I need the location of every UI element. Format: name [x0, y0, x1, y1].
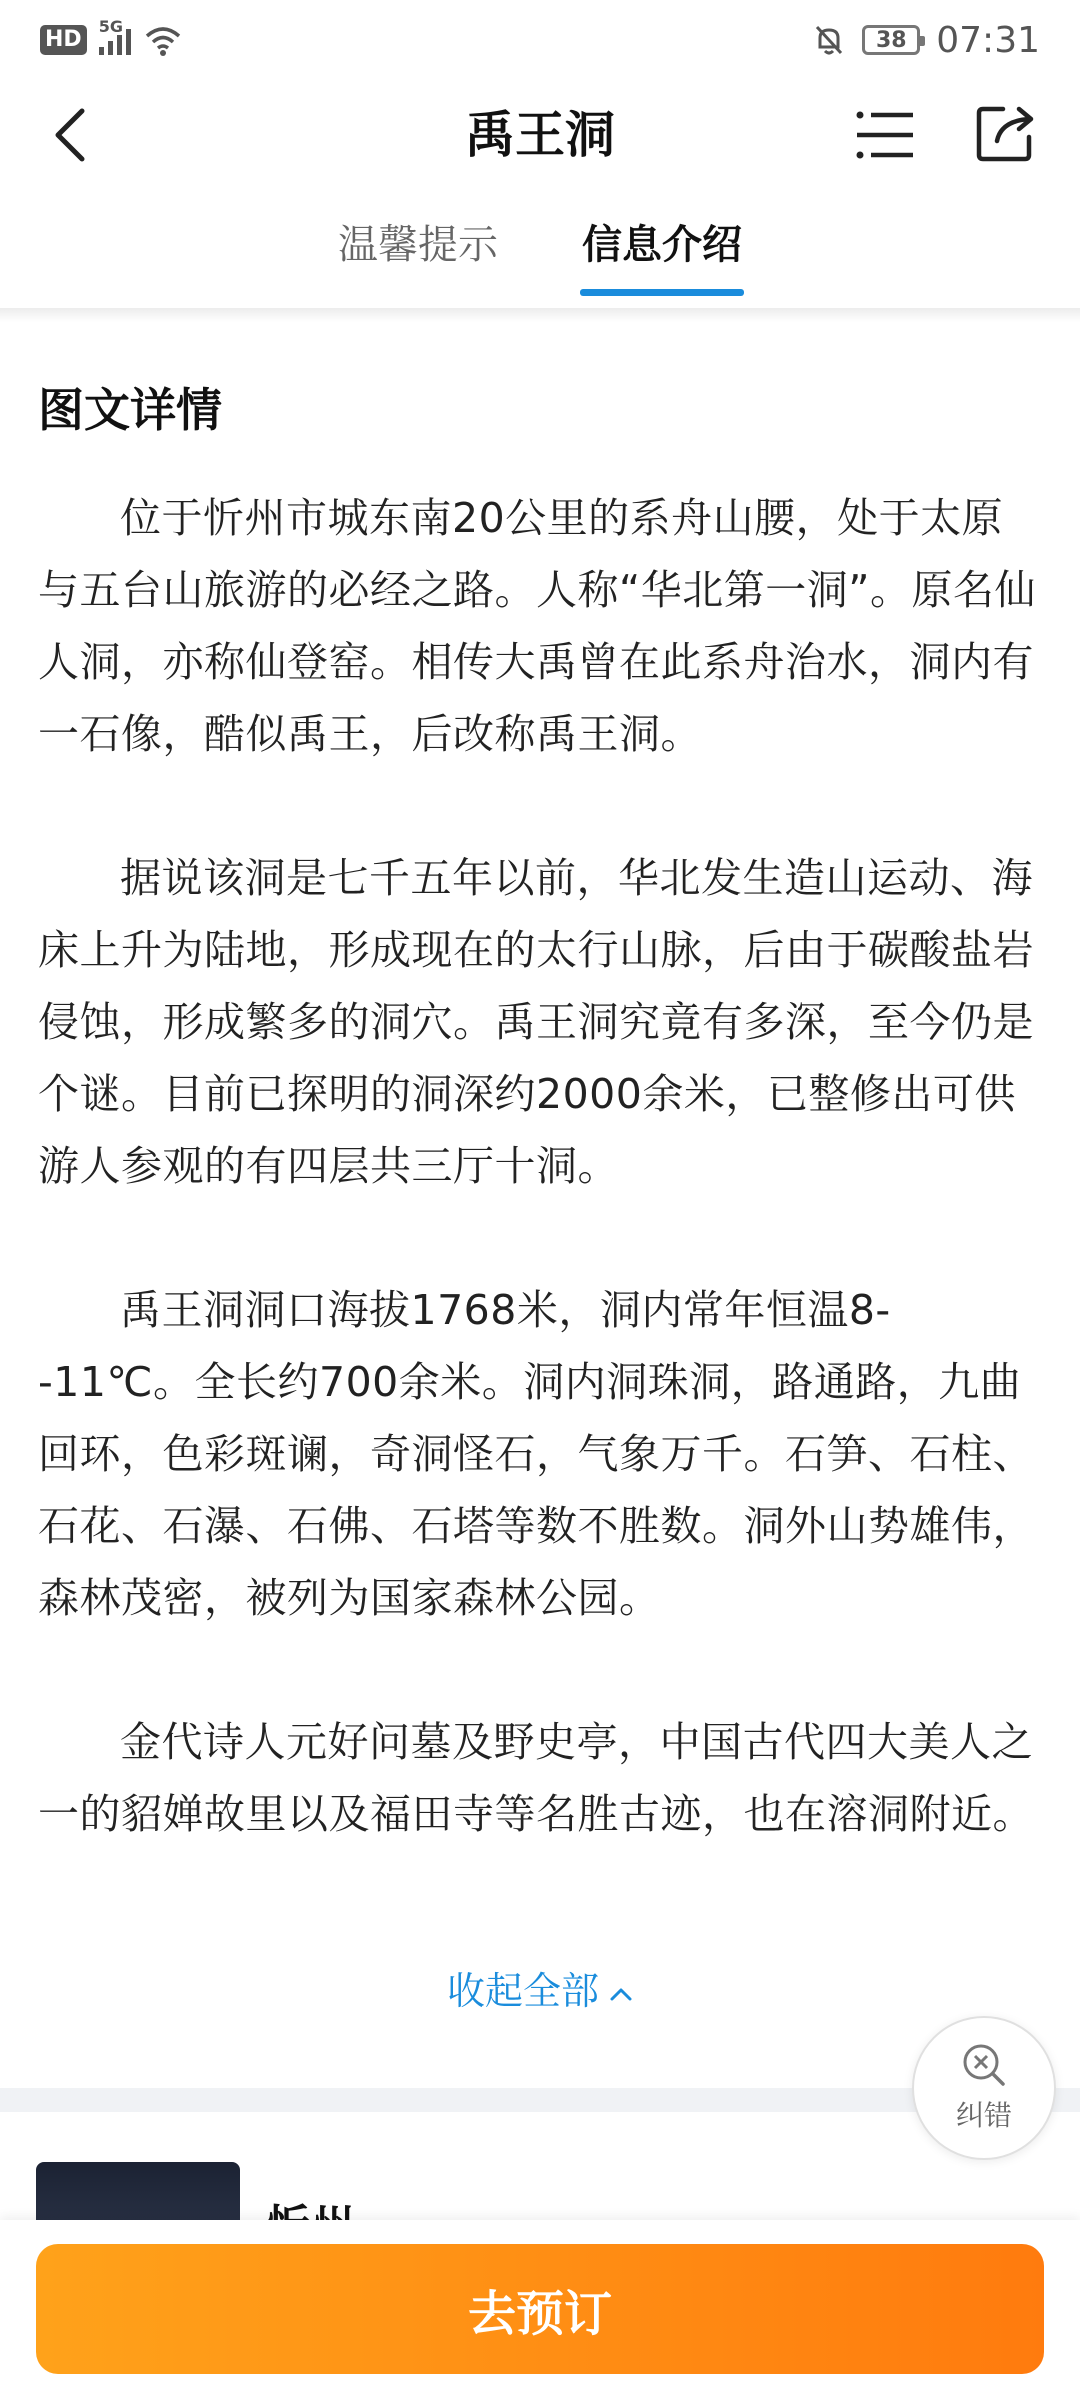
clock: 07:31	[936, 19, 1040, 61]
correction-button[interactable]	[912, 2016, 1056, 2160]
hd-badge: HD	[40, 25, 87, 55]
mute-bell-icon	[812, 23, 846, 57]
battery-level: 38	[875, 27, 907, 53]
tab-info[interactable]	[580, 200, 744, 296]
list-icon	[855, 109, 915, 161]
correction-label: 纠错	[955, 2099, 1012, 2132]
tab-label: 温馨提示	[338, 222, 498, 268]
tabs-divider	[0, 308, 1080, 322]
detail-section	[38, 380, 1042, 1850]
tab-label: 信息介绍	[582, 222, 742, 268]
wifi-icon	[143, 24, 183, 56]
collapse-all-link[interactable]	[0, 1960, 1080, 2015]
status-right	[812, 20, 1040, 61]
bottom-action-bar	[0, 2220, 1080, 2400]
menu-list-button[interactable]	[850, 100, 920, 170]
collapse-label: 收起全部	[446, 1969, 599, 2013]
book-button[interactable]: 去预订	[36, 2244, 1044, 2374]
network-type: 5G	[98, 17, 123, 36]
paragraph: 位于忻州市城东南20公里的系舟山腰，处于太原与五台山旅游的必经之路。人称“华北第一洞”。原名仙人洞，亦称仙登窑。相传大禹曾在此系舟治水，洞内有一石像，酷似禹王，后改称禹王洞。	[38, 494, 1036, 758]
page-title: 禹王洞	[465, 106, 615, 164]
tab-bar	[0, 200, 1080, 310]
share-icon	[975, 103, 1035, 163]
paragraph: 金代诗人元好问墓及野史亭，中国古代四大美人之一的貂婵故里以及福田寺等名胜古迹，也在溶洞附近。	[38, 1718, 1034, 1838]
correction-icon	[961, 2042, 1007, 2088]
status-left	[40, 17, 183, 56]
paragraph: 禹王洞洞口海拔1768米，洞内常年恒温8--11℃。全长约700余米。洞内洞珠洞，路通路，九曲回环，色彩斑谰，奇洞怪石，气象万千。石笋、石柱、石花、石瀑、石佛、石塔等数不胜数。洞外山势雄伟，森林茂密，被列为国家森林公园。	[38, 1286, 1034, 1622]
header	[0, 80, 1080, 190]
paragraph: 据说该洞是七千五年以前，华北发生造山运动、海床上升为陆地，形成现在的太行山脉，后由于碳酸盐岩侵蚀，形成繁多的洞穴。禹王洞究竟有多深，至今仍是个谜。目前已探明的洞深约2000余米，已整修出可供游人参观的有四层共三厅十洞。	[38, 854, 1034, 1190]
share-button[interactable]	[970, 98, 1040, 168]
back-arrow-icon	[50, 107, 90, 163]
status-bar	[0, 0, 1080, 80]
back-button[interactable]	[40, 100, 100, 170]
section-heading: 图文详情	[38, 383, 222, 437]
battery-icon	[862, 25, 920, 55]
tab-tips[interactable]	[336, 200, 500, 296]
active-tab-indicator	[580, 289, 744, 296]
chevron-up-icon	[609, 1986, 633, 2002]
signal-icon	[98, 17, 131, 55]
